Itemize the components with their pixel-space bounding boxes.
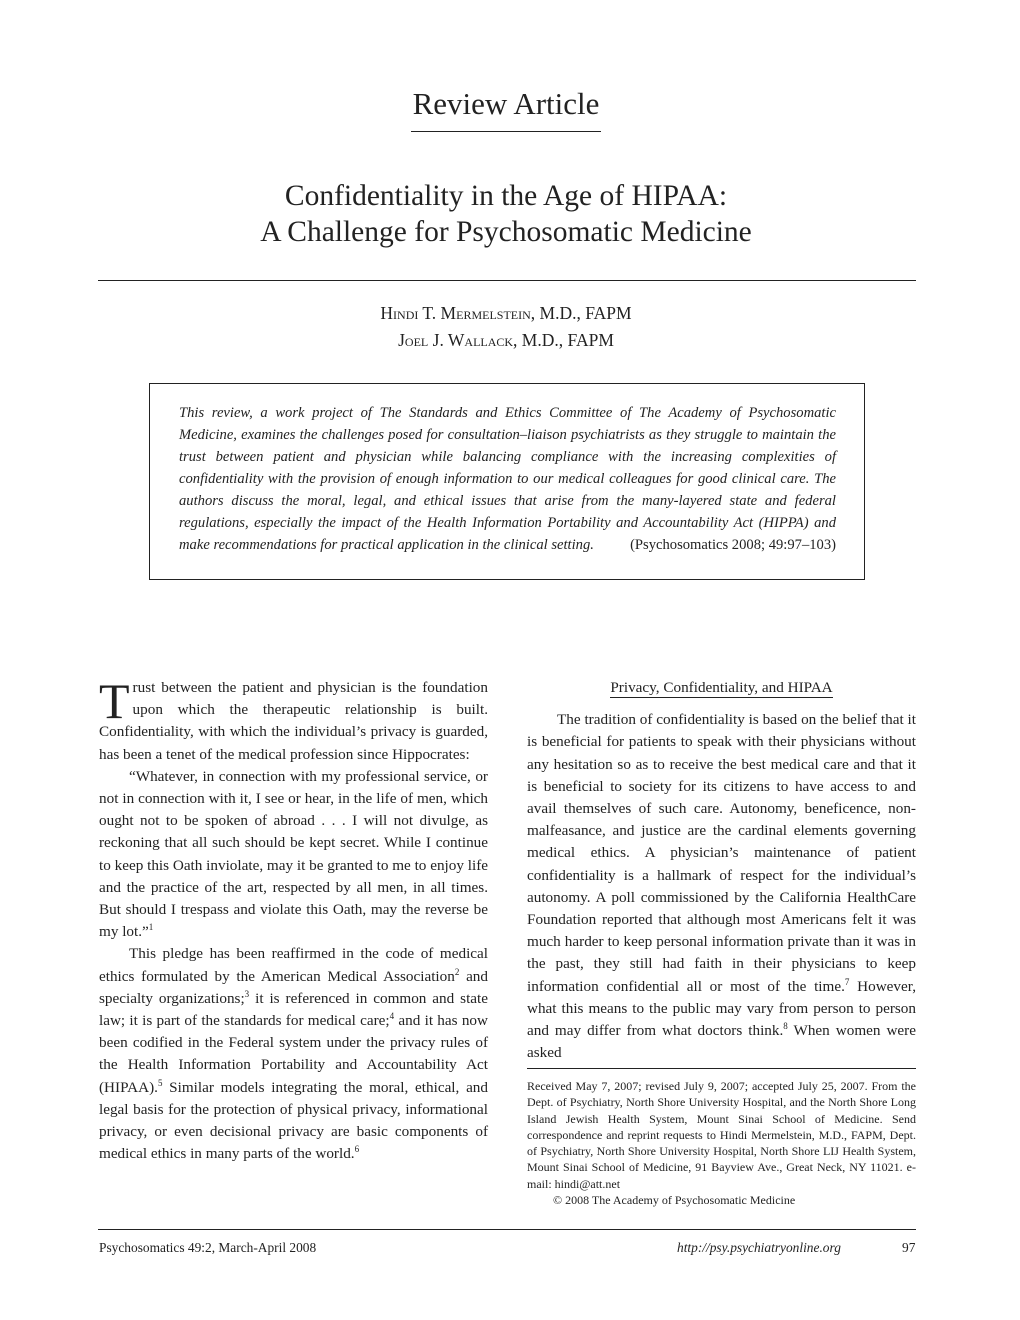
title-divider xyxy=(98,280,916,281)
abstract-box xyxy=(149,383,865,580)
ref-7: 7 xyxy=(844,976,850,987)
ref-6: 6 xyxy=(354,1144,360,1155)
pledge-text-2: and specialty organizations; xyxy=(99,967,488,1007)
footer-journal: Psychosomatics 49:2, March-April 2008 xyxy=(99,1240,317,1255)
ref-4: 4 xyxy=(389,1011,395,1022)
confidentiality-paragraph xyxy=(527,709,916,1064)
ref-8: 8 xyxy=(783,1021,788,1032)
pledge-text-4: and it has now been codified in the Federal system under the privacy rules of the Health Information Portability and Accountability Act (HIPAA). xyxy=(99,1012,488,1096)
drop-cap: T xyxy=(99,673,130,729)
intro-paragraph xyxy=(99,673,488,766)
author-2: Joel J. Wallack, M.D., FAPM xyxy=(398,330,614,350)
article-title xyxy=(0,178,1012,250)
left-column xyxy=(99,673,488,1165)
section-label-text: Review Article xyxy=(411,86,602,132)
footnote-divider xyxy=(527,1068,916,1069)
right-column xyxy=(527,677,916,1064)
pledge-paragraph xyxy=(99,943,488,1165)
quote-text: “Whatever, in connection with my professional service, or not in connection with it, I see or hear, in the life of men, which ought not to be spoken of abroad . . . I will not divulge, as reckoning that all such should be kept secret. While I continue to keep this Oath inviolate, may it be granted to me to enjoy life and the practice of the art, respected by all men, in all times. But should I trespass and violate this Oath, may the reverse be my lot.” xyxy=(99,767,488,941)
intro-text: rust between the patient and physician is the foundation upon which the therapeutic relationship is built. Confidentiality, with which the individual’s privacy is guarded, has been a tenet of the medical profession since Hippocrates: xyxy=(99,679,488,763)
page-number: 97 xyxy=(902,1240,916,1255)
conf-text-3: When women were asked xyxy=(527,1022,916,1062)
section-heading-text: Privacy, Confidentiality, and HIPAA xyxy=(610,679,833,696)
author-list xyxy=(0,300,1012,354)
section-label xyxy=(0,86,1012,132)
hippocratic-quote xyxy=(99,766,488,944)
footnote-text: Received May 7, 2007; revised July 9, 2007; accepted July 25, 2007. From the Dept. of Psychiatry, North Shore University Hospital, and the North Shore Long Island Jewish Health System, Mount Sinai School of Medicine. Send correspondence and reprint requests to Hindi Mermelstein, M.D., FAPM, Dept. of Psychiatry, North Shore University Hospital, North Shore LIJ Health System, Mount Sinai School of Medicine, 91 Bayview Ave., Great Neck, NY 11021. e-mail: hindi@att.net xyxy=(527,1079,916,1191)
footnote xyxy=(527,1078,916,1208)
conf-text-2: However, what this means to the public may vary from person to person and may differ from what doctors think. xyxy=(527,977,916,1040)
footer-url-link[interactable]: http://psy.psychiatryonline.org xyxy=(677,1240,841,1255)
pledge-text-5: Similar models integrating the moral, ethical, and legal basis for the protection of physical privacy, informational privacy, or even decisional privacy are basic components of medical ethics in many parts of the world. xyxy=(99,1078,488,1163)
pledge-text-3: it is referenced in common and state law; it is part of the standards for medical care; xyxy=(99,989,488,1030)
author-1: Hindi T. Mermelstein, M.D., FAPM xyxy=(380,303,632,323)
title-line-2: A Challenge for Psychosomatic Medicine xyxy=(260,216,752,248)
ref-5: 5 xyxy=(157,1077,163,1088)
ref-2: 2 xyxy=(454,966,460,977)
ref-3: 3 xyxy=(244,988,250,999)
copyright-line: © 2008 The Academy of Psychosomatic Medicine xyxy=(553,1193,796,1208)
conf-text-1: The tradition of confidentiality is based on the belief that it is beneficial for patients to speak with their physicians without any hesitation so as to receive the best medical care and that it is beneficial to society for its citizens to have access to and avail themselves of such care. Autonomy, beneficence, non-malfeasance, and justice are the cardinal elements governing medical ethics. A physician’s maintenance of patient confidentiality is a hallmark of respect for the individual’s autonomy. A poll commissioned by the California HealthCare Foundation reported that although most Americans felt it was much harder to keep personal information private than it was in the past, they still had faith in their physicians to keep information confidential all or most of the time. xyxy=(527,711,916,995)
abstract-text: This review, a work project of The Standards and Ethics Committee of The Academy of Psychosomatic Medicine, examines the challenges posed for consultation–liaison psychiatrists as they struggle to maintain the trust between patient and physician while balancing compliance with the increasing complexities of confidentiality with the provision of enough information to our medical colleagues for good clinical care. The authors discuss the moral, legal, and ethical issues that arise from the many-layered state and federal regulations, especially the impact of the Health Information Portability and Accountability Act (HIPPA) and make recommendations for practical application in the clinical setting. xyxy=(179,405,836,553)
section-heading xyxy=(527,677,916,699)
pledge-text-1: This pledge has been reaffirmed in the code of medical ethics formulated by the American Medical Association xyxy=(99,945,488,985)
abstract-citation: (Psychosomatics 2008; 49:97–103) xyxy=(630,537,836,553)
title-line-1: Confidentiality in the Age of HIPAA: xyxy=(284,180,728,212)
footer-divider xyxy=(98,1229,916,1230)
ref-1: 1 xyxy=(148,922,154,933)
